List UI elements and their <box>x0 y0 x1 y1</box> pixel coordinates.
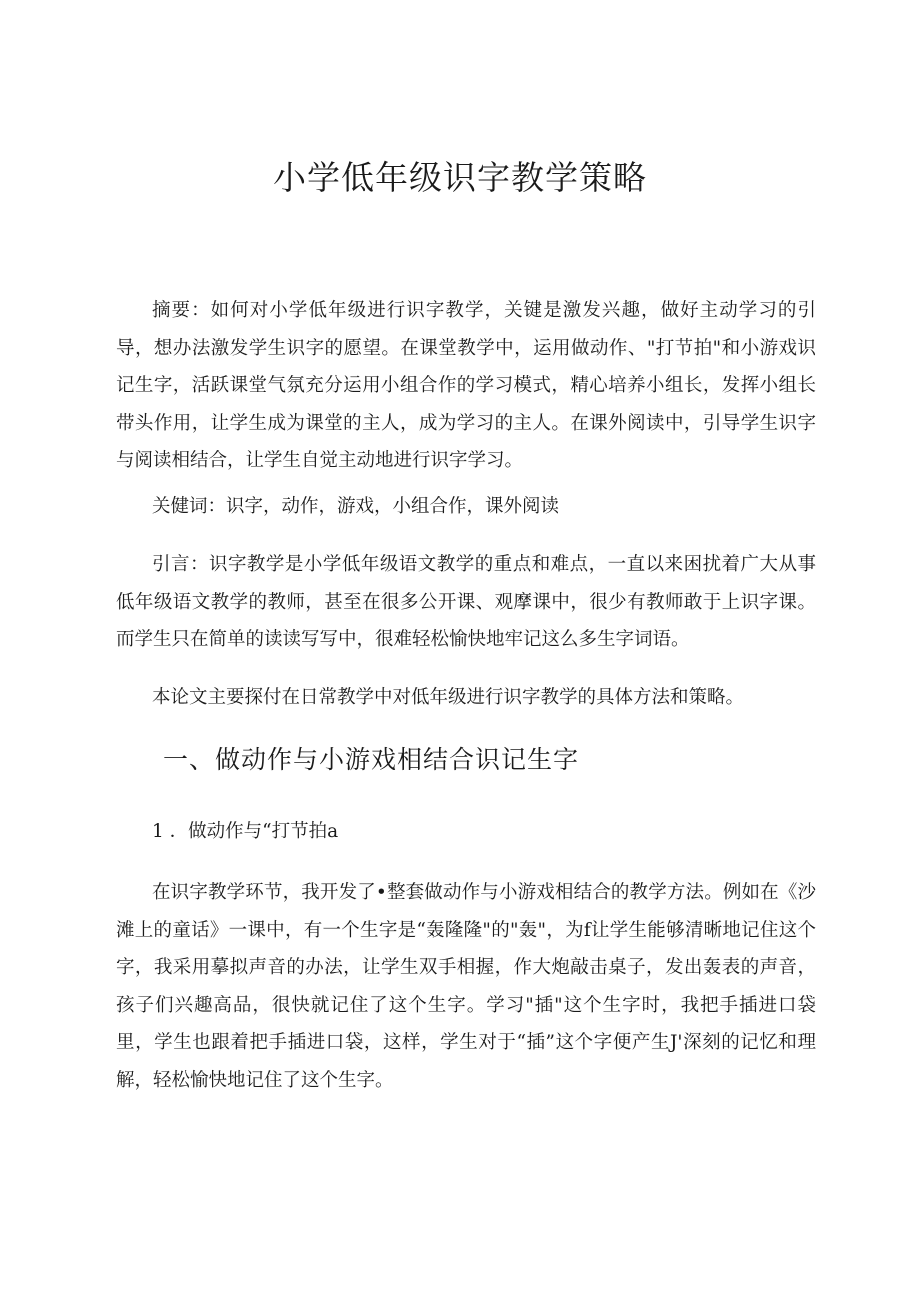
subsection-heading: 1 ．做动作与“打节拍a <box>152 821 339 842</box>
introduction-paragraph: 引言：识字教学是小学低年级语文教学的重点和难点，一直以来困扰着广大从事低年级语文教学的教师，甚至在很多公开课、观摩课中，很少有教师敢于上识字课。而学生只在简单的读读写写中，很难轻松愉快地牢记这么多生字词语。 <box>116 554 816 651</box>
keywords-paragraph: 关健词：识字，动作，游戏，小组合作，课外阅读 <box>152 496 560 517</box>
subsection-body-paragraph: 在识字教学环节，我开发了•整套做动作与小游戏相结合的教学方法。例如在《沙滩上的童话》一课中，有一个生字是“轰隆隆"的"轰"，为f让学生能够清晰地记住这个字，我采用摹拟声音的办法，让学生双手相握，作大炮敲击桌子，发出轰表的声音，孩子们兴趣高品，很快就记住了这个生字。学习"插"这个生字时，我把手插进口袋里，学生也跟着把手插进口袋，这样，学生对于“插”这个字便产生J'深刻的记忆和理解，轻松愉快地记住了这个生字。 <box>116 882 816 1091</box>
purpose-paragraph: 本论文主要探付在日常教学中对低年级进行识字教学的具体方法和策略。 <box>152 687 745 708</box>
section-heading: 一、做动作与小游戏相结合识记生字 <box>163 745 580 774</box>
abstract-paragraph: 摘要：如何对小学低年级进行识字教学，关键是激发兴趣，做好主动学习的引导，想办法激发学生识字的愿望。在课堂教学中，运用做动作、"打节拍"和小游戏识记生字，活跃课堂气氛充分运用小组合作的学习模式，精心培养小组长，发挥小组长带头作用，让学生成为课堂的主人，成为学习的主人。在课外阅读中，引导学生识字与阅读相结合，让学生自觉主动地进行识字学习。 <box>116 300 816 472</box>
document-title: 小学低年级识字教学策略 <box>273 158 647 197</box>
